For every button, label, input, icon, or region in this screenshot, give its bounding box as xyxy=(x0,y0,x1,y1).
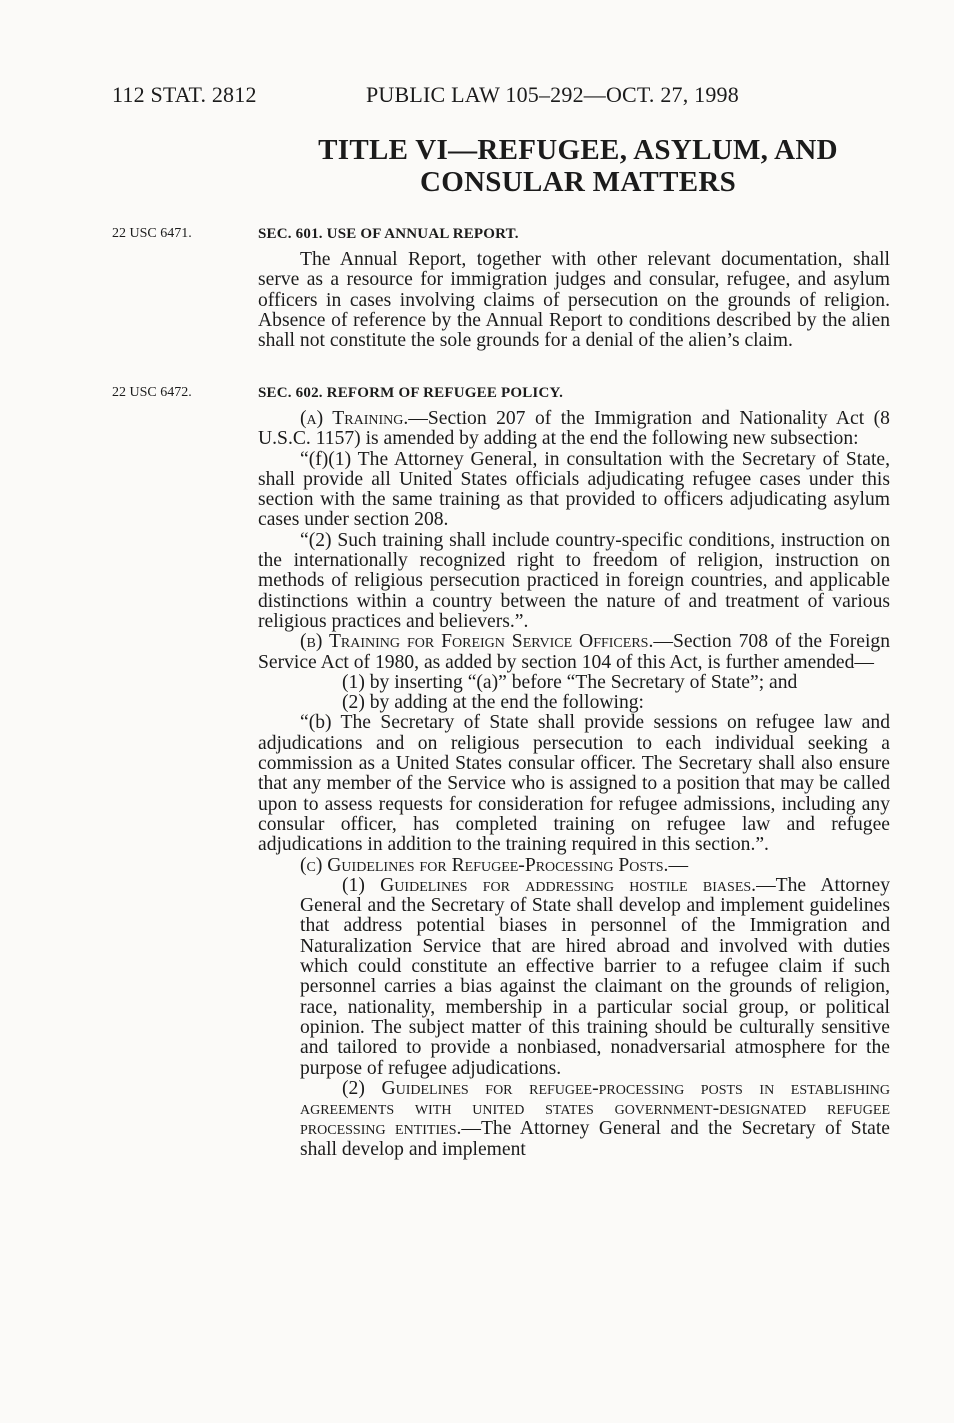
subsection-b-label: (b) Training for Foreign Service Officers. xyxy=(300,631,654,653)
subsection-b-item-2: (2) by adding at the end the following: xyxy=(342,692,645,714)
subsection-c-1 xyxy=(300,876,890,1079)
section-601-paragraph: The Annual Report, together with other relevant documentation, shall serve as a resource for immigration judges and consular, refugee, and asylum officers in cases involving claims of persecution on the grounds of religion. Absence of reference by the Annual Report to conditions described by the alien shall not constitute the sole grounds for a denial of the alien’s claim. xyxy=(258,249,890,352)
title-line-1: TITLE VI—REFUGEE, ASYLUM, AND xyxy=(318,134,838,166)
subsection-b-item-1: (1) by inserting “(a)” before “The Secretary of State”; and xyxy=(342,671,798,693)
subsection-b-text: —Section 708 of the Foreign Service Act of 1980, as added by section 104 of this Act, is further amended— xyxy=(258,631,890,673)
margin-note-sec-601: 22 USC 6471. xyxy=(112,226,192,241)
margin-note-sec-602: 22 USC 6472. xyxy=(112,385,192,400)
subsection-f-2: “(2) Such training shall include country-specific conditions, instruction on the internationally recognized right to freedom of religion, instruction on methods of religious persecution practiced in foreign countries, and applicable distinctions within a country between the nature of and treatment of various religious practices and believers.”. xyxy=(258,529,890,632)
subsection-c-2 xyxy=(300,1079,890,1160)
title-line-2: CONSULAR MATTERS xyxy=(419,166,737,198)
subsection-f-1: “(f)(1) The Attorney General, in consultation with the Secretary of State, shall provide all United States officials adjudicating refugee cases under this section with the same training as that provided to officers adjudicating asylum cases under section 208. xyxy=(258,448,890,531)
subsection-a-label: (a) Training. xyxy=(300,408,409,429)
section-602-heading: SEC. 602. REFORM OF REFUGEE POLICY. xyxy=(258,385,564,401)
subsection-c-1-text: —The Attorney General and the Secretary of State shall develop and implement guidelines that address potential biases in personnel of the Immigration and Naturalization Service that are hired abroad and involved with duties which could constitute an effective barrier to a refugee claim if such personnel carries a bias against the claimant on the grounds of religion, race, nationality, membership in a particular social group, or political opinion. The subject matter of this training should be culturally sensitive and tailored to provide a nonbiased, nonadversarial atmosphere for the purpose of refugee adjudications. xyxy=(300,874,891,1079)
section-602-body xyxy=(258,409,890,1160)
subsection-a xyxy=(258,409,890,450)
public-law-date: PUBLIC LAW 105–292—OCT. 27, 1998 xyxy=(366,82,739,107)
subsection-c-heading: (c) Guidelines for Refugee-Processing Posts.— xyxy=(300,854,689,876)
subsection-c-2-label: (2) Guidelines for refugee-processing posts in establishing agreements with united states government-designated refugee processing entities. xyxy=(300,1077,890,1140)
subsection-b xyxy=(258,632,890,673)
subsection-c-2-text: —The Attorney General and the Secretary of State shall develop and implement xyxy=(300,1118,890,1160)
title-heading xyxy=(258,134,898,198)
section-601-heading: SEC. 601. USE OF ANNUAL REPORT. xyxy=(258,226,519,242)
subsection-a-text: —Section 207 of the Immigration and Nationality Act (8 U.S.C. 1157) is amended by adding at the end the following new subsection: xyxy=(258,408,890,450)
section-601-body xyxy=(258,250,890,351)
statute-page-number: 112 STAT. 2812 xyxy=(112,82,257,107)
subsection-b-quote: “(b) The Secretary of State shall provide sessions on refugee law and adjudications and on religious persecution to each individual seeking a commission as a United States consular officer. The Secretary shall also ensure that any member of the Service who is assigned to a position that may be called upon to assess requests for consideration for refugee admissions, including any consular officer, has completed training on refugee law and refugee adjudications in addition to the training required in this section.”. xyxy=(258,712,890,856)
subsection-c-1-label: (1) Guidelines for addressing hostile biases. xyxy=(342,874,757,896)
